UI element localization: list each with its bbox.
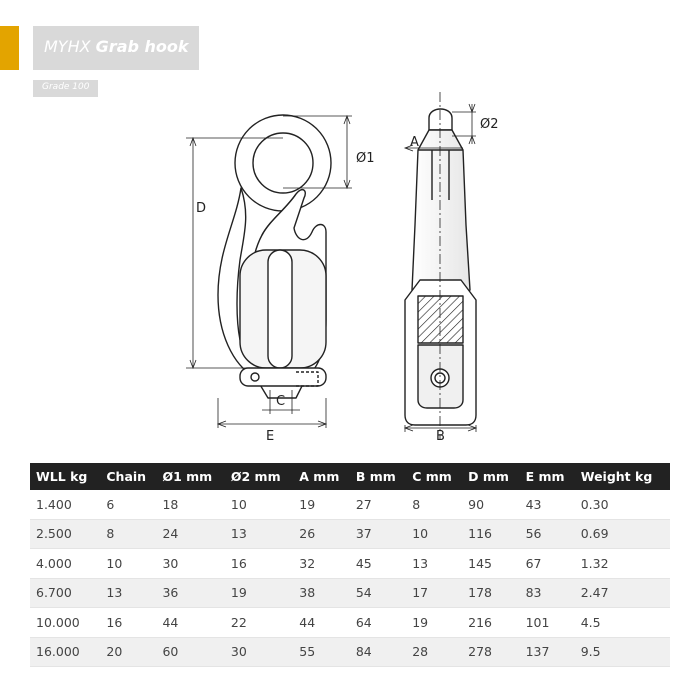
col-c: C mm [406,463,462,490]
table-cell: 13 [100,578,156,608]
label-o1: Ø1 [356,151,375,166]
table-row [30,578,670,608]
col-e: E mm [520,463,575,490]
title-product: Grab hook [95,37,189,56]
table-cell: 178 [462,578,519,608]
table-cell: 44 [156,608,224,638]
table-cell: 60 [156,637,224,667]
table-cell: 28 [406,637,462,667]
table-cell: 32 [293,549,350,579]
col-b: B mm [350,463,406,490]
table-row [30,637,670,667]
label-o2: Ø2 [480,117,499,132]
table-cell: 9.5 [575,637,670,667]
side-view [405,109,476,425]
table-cell: 13 [225,519,293,549]
table-cell: 18 [156,490,224,519]
table-cell: 38 [293,578,350,608]
col-o1: Ø1 mm [156,463,224,490]
table-cell: 27 [350,490,406,519]
specification-table [30,463,670,667]
label-b: B [436,429,445,444]
table-cell: 2.47 [575,578,670,608]
label-d: D [196,201,207,216]
table-cell: 30 [156,549,224,579]
table-cell: 20 [100,637,156,667]
table-cell: 36 [156,578,224,608]
table-cell: 145 [462,549,519,579]
table-cell: 17 [406,578,462,608]
table-cell: 24 [156,519,224,549]
col-d: D mm [462,463,519,490]
table-cell: 44 [293,608,350,638]
table-cell: 13 [406,549,462,579]
table-cell: 2.500 [30,519,100,549]
table-cell: 6 [100,490,156,519]
col-o2: Ø2 mm [225,463,293,490]
table-cell: 0.69 [575,519,670,549]
table-cell: 0.30 [575,490,670,519]
col-a: A mm [293,463,350,490]
table-cell: 26 [293,519,350,549]
table-cell: 4.000 [30,549,100,579]
table-cell: 19 [225,578,293,608]
table-cell: 8 [406,490,462,519]
table-cell: 116 [462,519,519,549]
front-view [218,115,331,398]
table-cell: 278 [462,637,519,667]
table-cell: 10.000 [30,608,100,638]
table-cell: 216 [462,608,519,638]
table-cell: 1.400 [30,490,100,519]
table-cell: 19 [293,490,350,519]
table-cell: 19 [406,608,462,638]
table-cell: 16 [225,549,293,579]
chain-link-inner [268,250,292,368]
table-header-row [30,463,670,490]
table-cell: 54 [350,578,406,608]
col-wll: WLL kg [30,463,100,490]
label-a: A [410,135,419,150]
table-cell: 45 [350,549,406,579]
col-chain: Chain [100,463,156,490]
table-cell: 1.32 [575,549,670,579]
table-cell: 37 [350,519,406,549]
table-row [30,519,670,549]
grade-label: Grade 100 [42,82,90,92]
table-row [30,490,670,519]
table-cell: 56 [520,519,575,549]
side-body [412,130,470,300]
table-cell: 22 [225,608,293,638]
table-cell: 10 [100,549,156,579]
title-brand: MYHX [44,37,91,56]
label-e: E [266,429,275,444]
table-cell: 6.700 [30,578,100,608]
table-cell: 101 [520,608,575,638]
label-c: C [276,394,286,409]
table-row [30,549,670,579]
pin-housing [240,368,326,386]
table-cell: 16.000 [30,637,100,667]
table-cell: 43 [520,490,575,519]
side-hatch-section [418,296,463,343]
table-cell: 10 [406,519,462,549]
table-cell: 55 [293,637,350,667]
table-cell: 8 [100,519,156,549]
table-cell: 16 [100,608,156,638]
table-cell: 64 [350,608,406,638]
table-cell: 30 [225,637,293,667]
hook-eye-hole [253,133,313,193]
table-cell: 90 [462,490,519,519]
table-cell: 137 [520,637,575,667]
table-cell: 83 [520,578,575,608]
table-cell: 67 [520,549,575,579]
table-cell: 10 [225,490,293,519]
table-cell: 84 [350,637,406,667]
col-weight: Weight kg [575,463,670,490]
side-top-cap [429,109,452,130]
table-cell: 4.5 [575,608,670,638]
table-row [30,608,670,638]
